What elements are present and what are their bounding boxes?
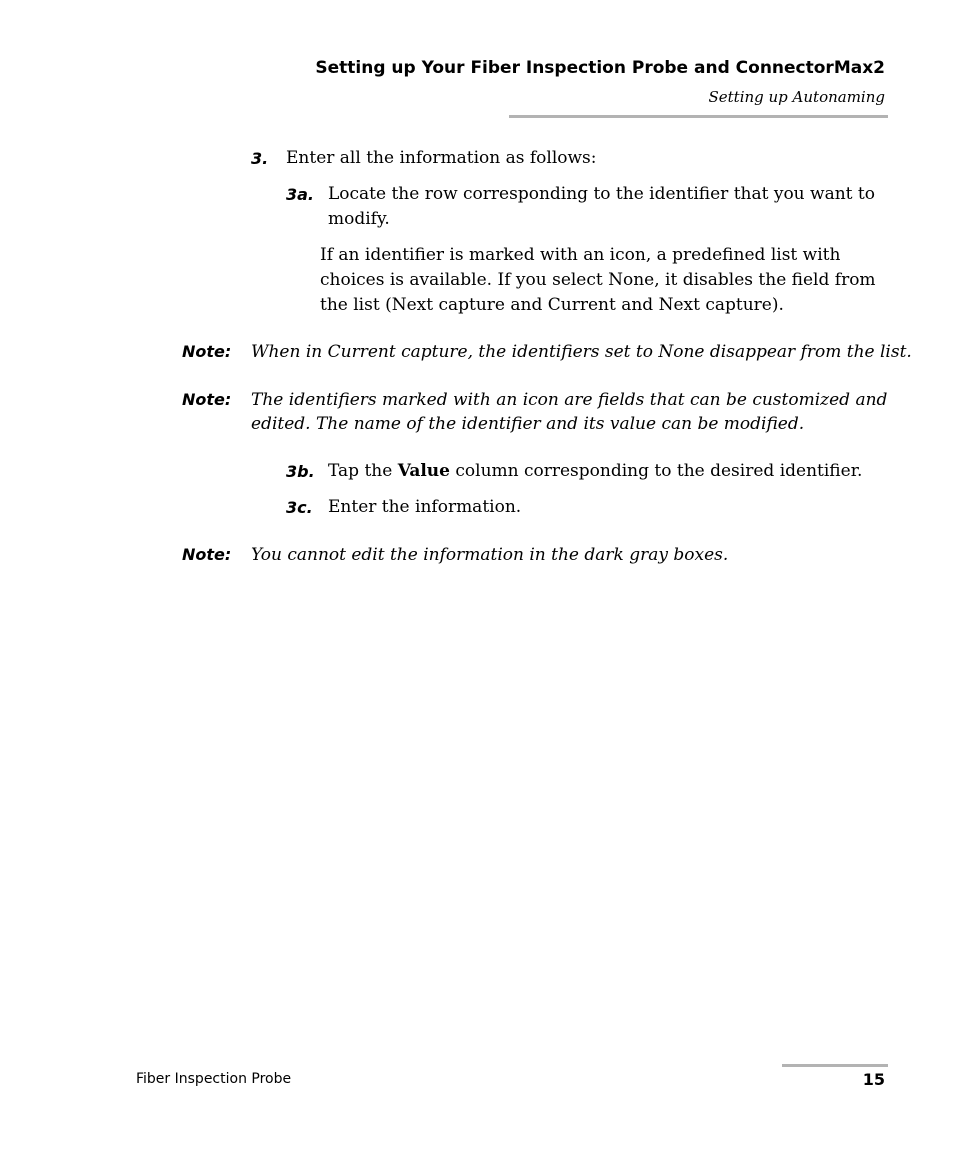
note-3-text: You cannot edit the information in the dark gray boxes. [251, 545, 729, 565]
chapter-title: Setting up Your Fiber Inspection Probe and ConnectorMax2 [315, 58, 885, 78]
section-title: Setting up Autonaming [708, 88, 885, 106]
step-3a-text [328, 182, 875, 232]
note-3-label: Note: [182, 545, 232, 564]
step-3-text: Enter all the information as follows: [286, 148, 597, 168]
step-3b-label: 3b. [286, 462, 315, 481]
step-3c-label: 3c. [286, 498, 313, 517]
step-3b-text [328, 459, 862, 484]
step-3b-text-after: column corresponding to the desired identifier. [449, 461, 863, 481]
value-column-term: Value [397, 461, 450, 481]
note-2-text [251, 388, 887, 436]
footer-divider [782, 1064, 888, 1067]
step-3a-line-1: Locate the row corresponding to the identifier that you want to [328, 184, 875, 204]
note-2-line-1: The identifiers marked with an icon are fields that can be customized and [251, 390, 888, 410]
step-3a-para-line-2: choices is available. If you select None, it disables the field from [320, 270, 876, 290]
step-3a-label: 3a. [286, 185, 315, 204]
step-3a-paragraph [320, 243, 876, 318]
note-1-text: When in Current capture, the identifiers set to None disappear from the list. [251, 342, 912, 362]
step-3c-text: Enter the information. [328, 497, 522, 517]
header-divider [509, 115, 888, 118]
note-1-label: Note: [182, 342, 232, 361]
step-3a-para-line-1: If an identifier is marked with an icon, a predefined list with [320, 245, 841, 265]
page-number: 15 [862, 1070, 885, 1089]
step-3a-para-line-3: the list (Next capture and Current and Next capture). [320, 295, 784, 315]
note-2-line-2: edited. The name of the identifier and its value can be modified. [251, 414, 805, 434]
footer-manual-name: Fiber Inspection Probe [136, 1071, 292, 1087]
note-2-label: Note: [182, 390, 232, 409]
step-3a-line-2: modify. [328, 209, 390, 229]
step-3-label: 3. [251, 149, 269, 168]
step-3b-text-before: Tap the [328, 461, 398, 481]
